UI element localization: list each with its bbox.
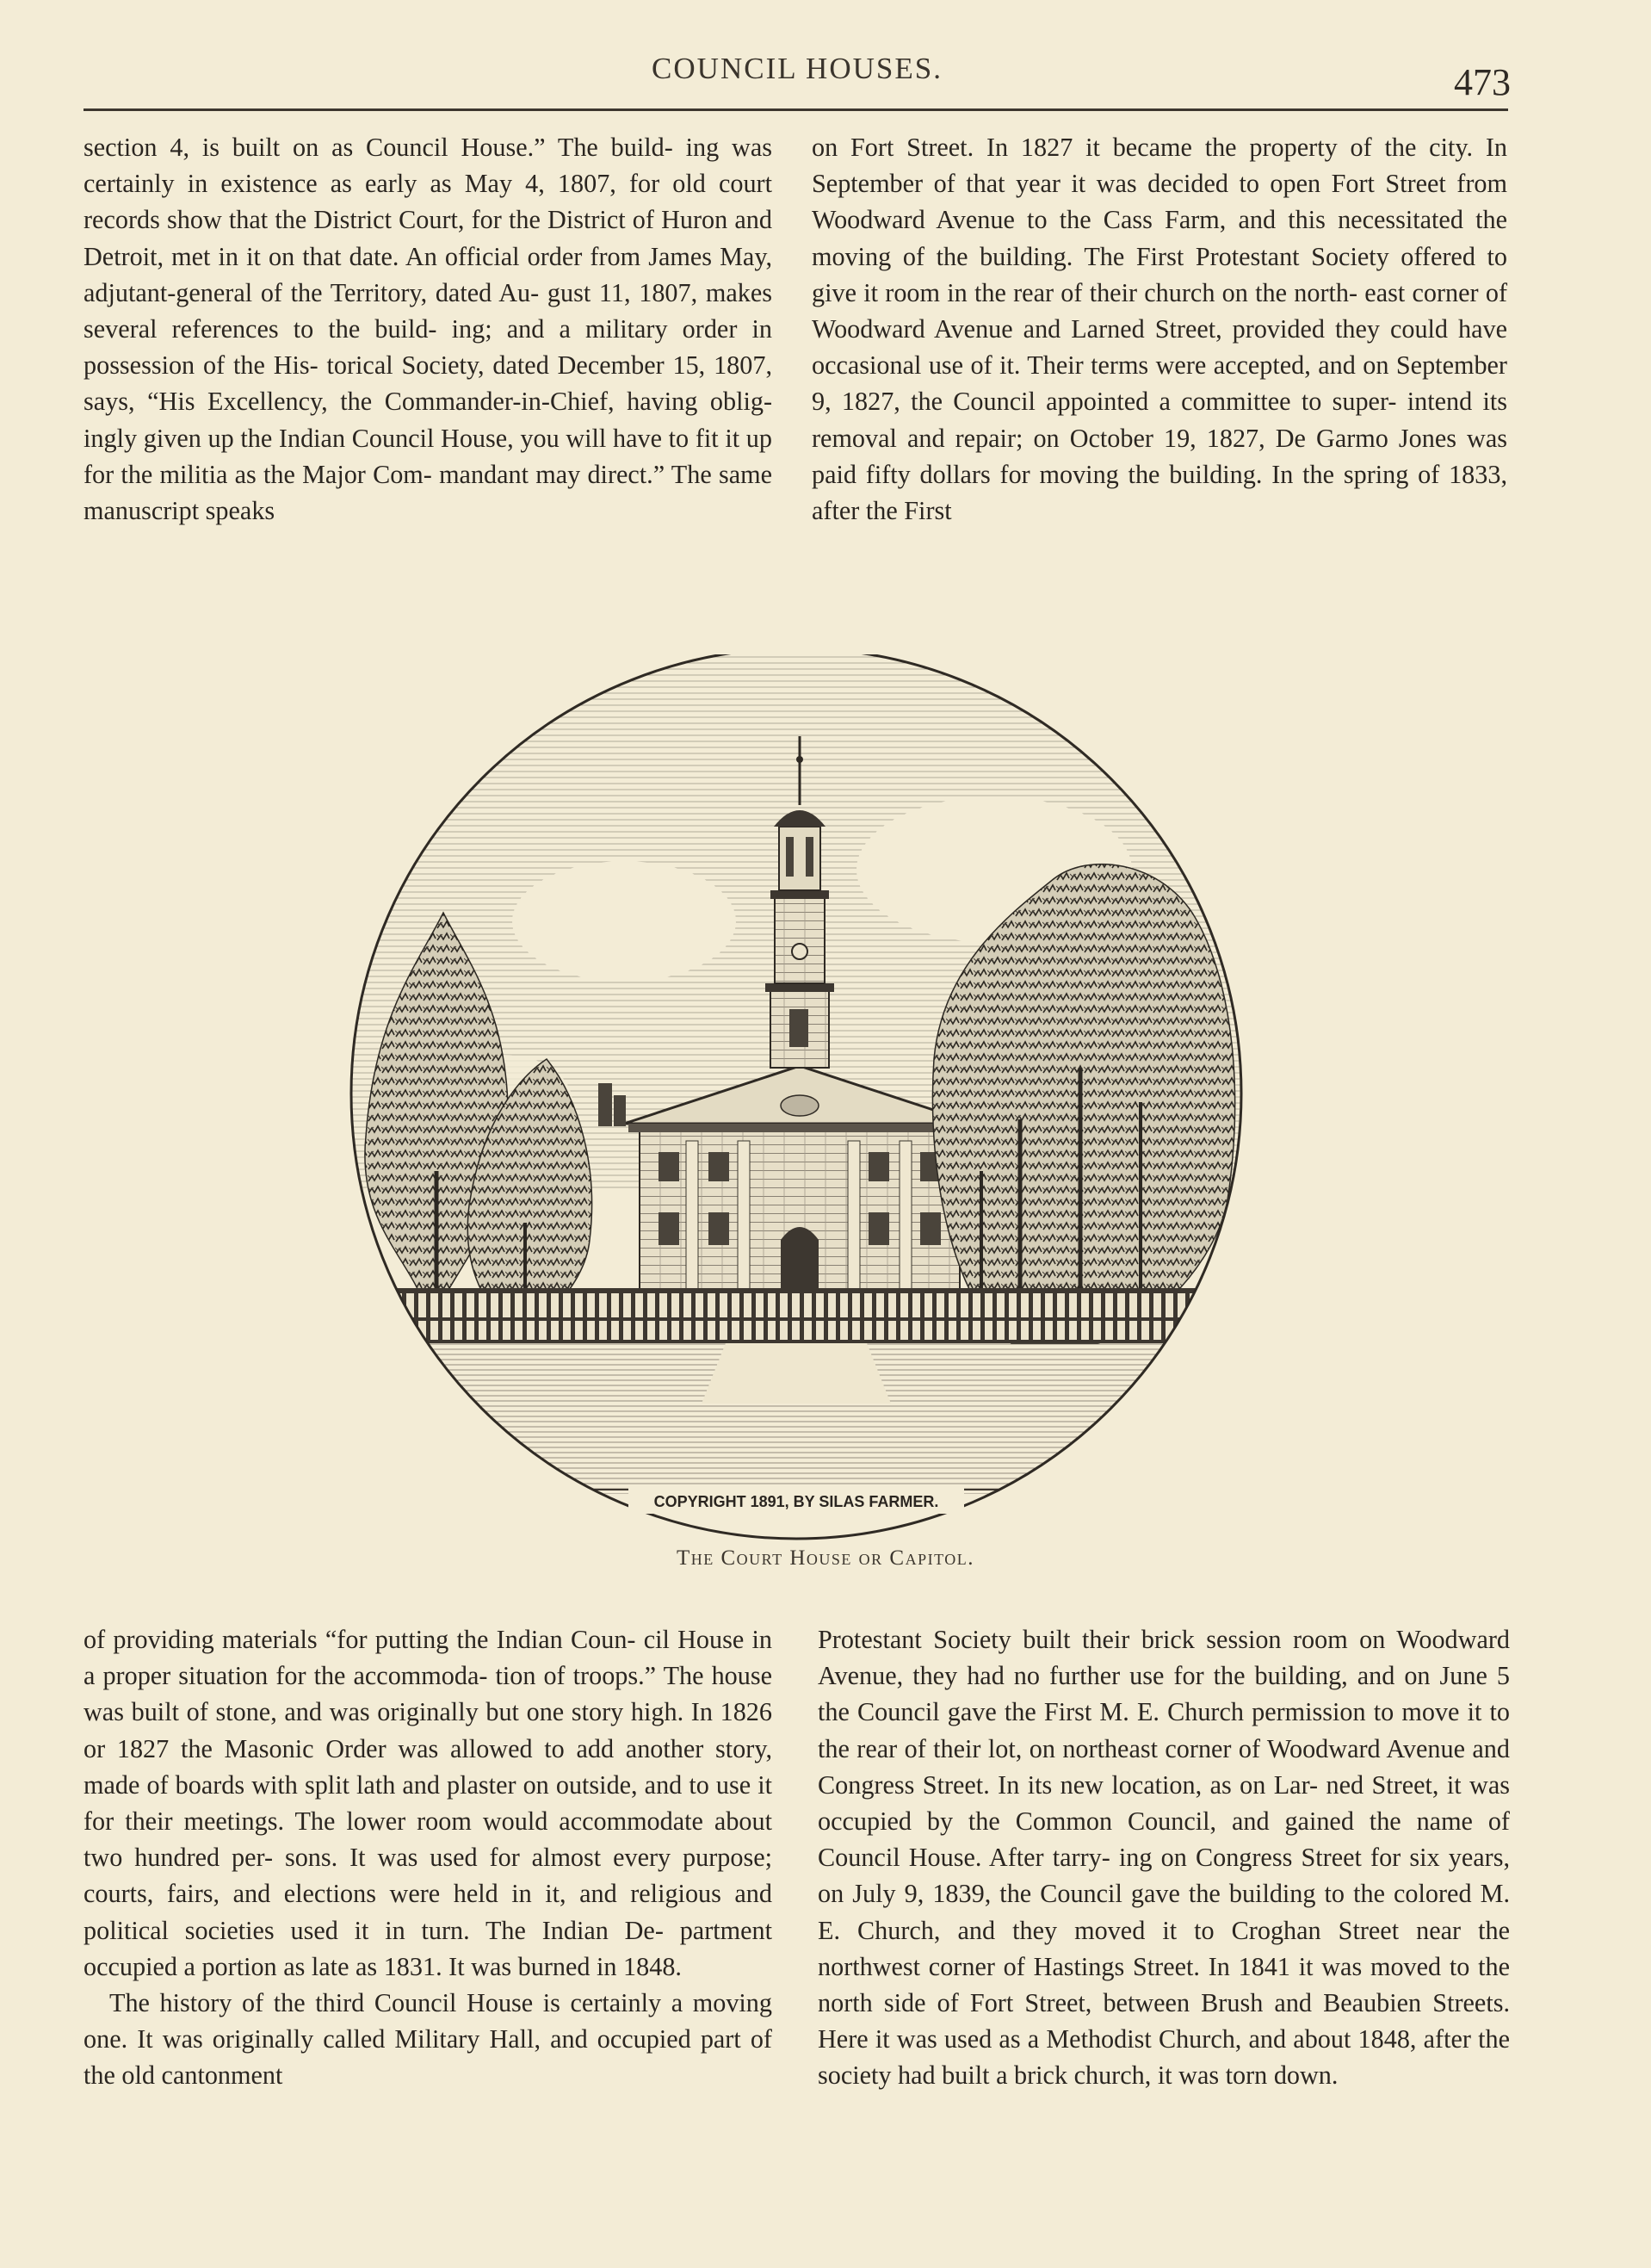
- running-head: [83, 43, 1511, 112]
- text-column-bottom-left: [83, 1621, 772, 2094]
- copyright-line: COPYRIGHT 1891, BY SILAS FARMER.: [653, 1493, 939, 1510]
- paragraph: Protestant Society built their brick session room on Woodward Avenue, they had no further use for the building, and on June 5 the Council gave the First M. E. Church permission to move it to the rear of their lot, on northeast corner of Woodward Avenue and Congress Street. In its new location, as on Lar- ned Street, it was occupied by the Common Council, and gained the name of Council House. After tarry- ing on Congress Street for six years, on July 9, 1839, the Council gave the building to the colored M. E. Church, and they moved it to Croghan Street near the northwest corner of Hastings Street. In 1841 it was moved to the north side of Fort Street, between Brush and Beaubien Streets. Here it was used as a Methodist Church, and about 1848, after the society had built a brick church, it was torn down.: [818, 1625, 1510, 2091]
- page-number: 473: [1454, 61, 1511, 103]
- paragraph: of providing materials “for putting the Indian Coun- cil House in a proper situation for the accommoda- tion of troops.” The house was built of stone, and was originally but one story high. In 1826 or 1827 the Masonic Order was allowed to add another story, made of boards with split lath and plaster on outside, and to use it for their meetings. The lower room would accommodate about two hundred per- sons. It was used for almost every purpose; courts, fairs, and elections were held in it, and religious and political societies used it in turn. The Indian De- partment occupied a portion as late as 1831. It was burned in 1848.: [83, 1625, 772, 1981]
- text-column-top-right: [812, 129, 1507, 529]
- engraving: [340, 654, 1252, 1554]
- paragraph: section 4, is built on as Council House.” The build- ing was certainly in existence as early as May 4, 1807, for old court records show that the District Court, for the District of Huron and Detroit, met in it on that date. An official order from James May, adjutant-general of the Territory, dated Au- gust 11, 1807, makes several references to the build- ing; and a military order in possession of the His- torical Society, dated December 15, 1807, says, “His Excellency, the Commander-in-Chief, having oblig- ingly given up the Indian Council House, you will have to fit it up for the militia as the Major Com- mandant may direct.” The same manuscript speaks: [83, 133, 772, 526]
- header-rule: [83, 108, 1508, 111]
- figure-caption: The Court House or Capitol.: [676, 1546, 974, 1570]
- text-column-bottom-right: [818, 1621, 1510, 2094]
- running-title: COUNCIL HOUSES.: [652, 52, 943, 85]
- text-column-top-left: [83, 129, 772, 529]
- paragraph: on Fort Street. In 1827 it became the property of the city. In September of that year it was decided to open Fort Street from Woodward Avenue to the Cass Farm, and this necessitated the moving of the building. The First Protestant Society offered to give it room in the rear of their church on the north- east corner of Woodward Avenue and Larned Street, provided they could have occasional use of it. Their terms were accepted, and on September 9, 1827, the Council appointed a committee to super- intend its removal and repair; on October 19, 1827, De Garmo Jones was paid fifty dollars for moving the building. In the spring of 1833, after the First: [812, 133, 1507, 526]
- court-house-illustration: [340, 654, 1252, 1554]
- paragraph: The history of the third Council House is certainly a moving one. It was originally called Military Hall, and occupied part of the old cantonment: [83, 1988, 772, 2091]
